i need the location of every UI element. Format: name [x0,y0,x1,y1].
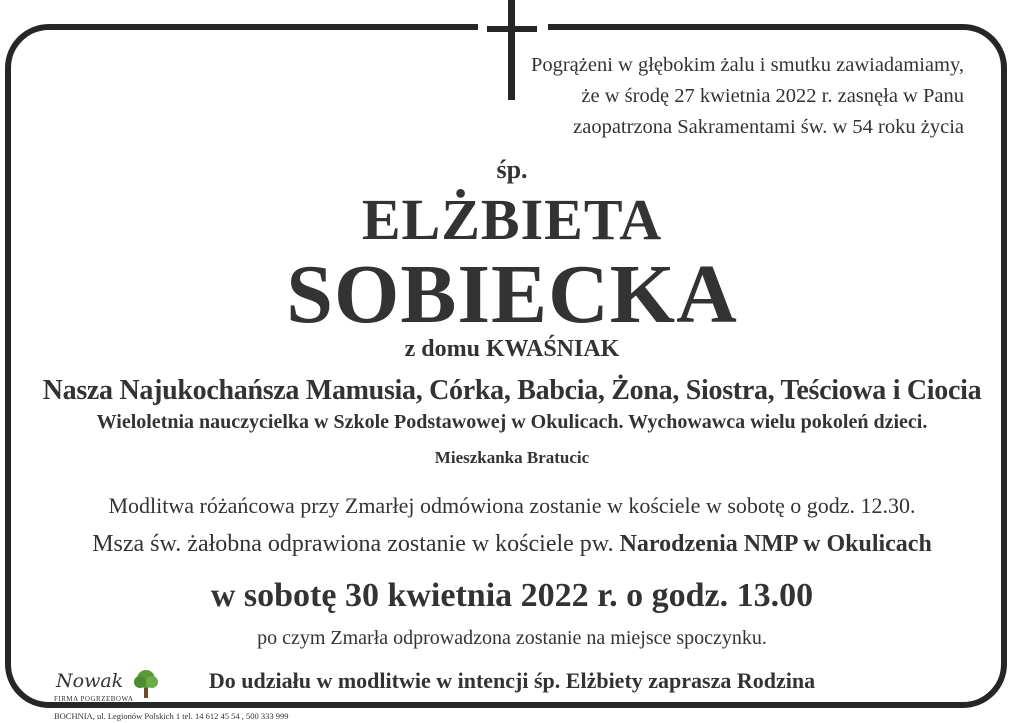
intro-line-3: zaopatrzona Sakramentami św. w 54 roku życia [573,116,964,138]
maiden-name: z domu KWAŚNIAK [404,336,620,362]
prefix-sp: śp. [496,155,528,184]
logo-subtitle: FIRMA POGRZEBOWA [54,695,134,703]
mass-church: Narodzenia NMP w Okulicach [619,531,932,557]
family-roles: Nasza Najukochańsza Mamusia, Córka, Babcia, Żona, Siostra, Teściowa i Ciocia [42,375,982,406]
funeral-home-logo [52,668,162,708]
funeral-date: w sobotę 30 kwietnia 2022 r. o godz. 13.00 [210,577,814,614]
intro-line-2: że w środę 27 kwietnia 2022 r. zasnęła w Panu [581,85,964,107]
last-name: SOBIECKA [286,248,738,341]
cross-icon [487,0,537,100]
invitation: Do udziału w modlitwie w intencji śp. Elżbiety zaprasza Rodzina [208,668,816,693]
first-name: ELŻBIETA [361,187,663,252]
intro-text [531,50,964,143]
mass-prefix: Msza św. żałobna odprawiona zostanie w kościele pw. [92,531,614,557]
burial-info: po czym Zmarła odprowadzona zostanie na miejsce spoczynku. [257,627,767,649]
occupation: Wieloletnia nauczycielka w Szkole Podstawowej w Okulicach. Wychowawca wielu pokoleń dzieci. [96,411,928,433]
funeral-home-address: BOCHNIA, ul. Legionów Polskich 1 tel. 14 612 45 54 , 500 333 999 [54,711,289,721]
intro-line-1: Pogrążeni w głębokim żalu i smutku zawiadamiamy, [530,54,964,76]
residence: Mieszkanka Bratucic [434,448,590,467]
rosary-info: Modlitwa różańcowa przy Zmarłej odmówiona zostanie w kościele w sobotę o godz. 12.30. [108,493,916,518]
mass-info [0,531,1024,558]
tree-icon [132,668,160,698]
logo-name: Nowak [56,670,124,692]
